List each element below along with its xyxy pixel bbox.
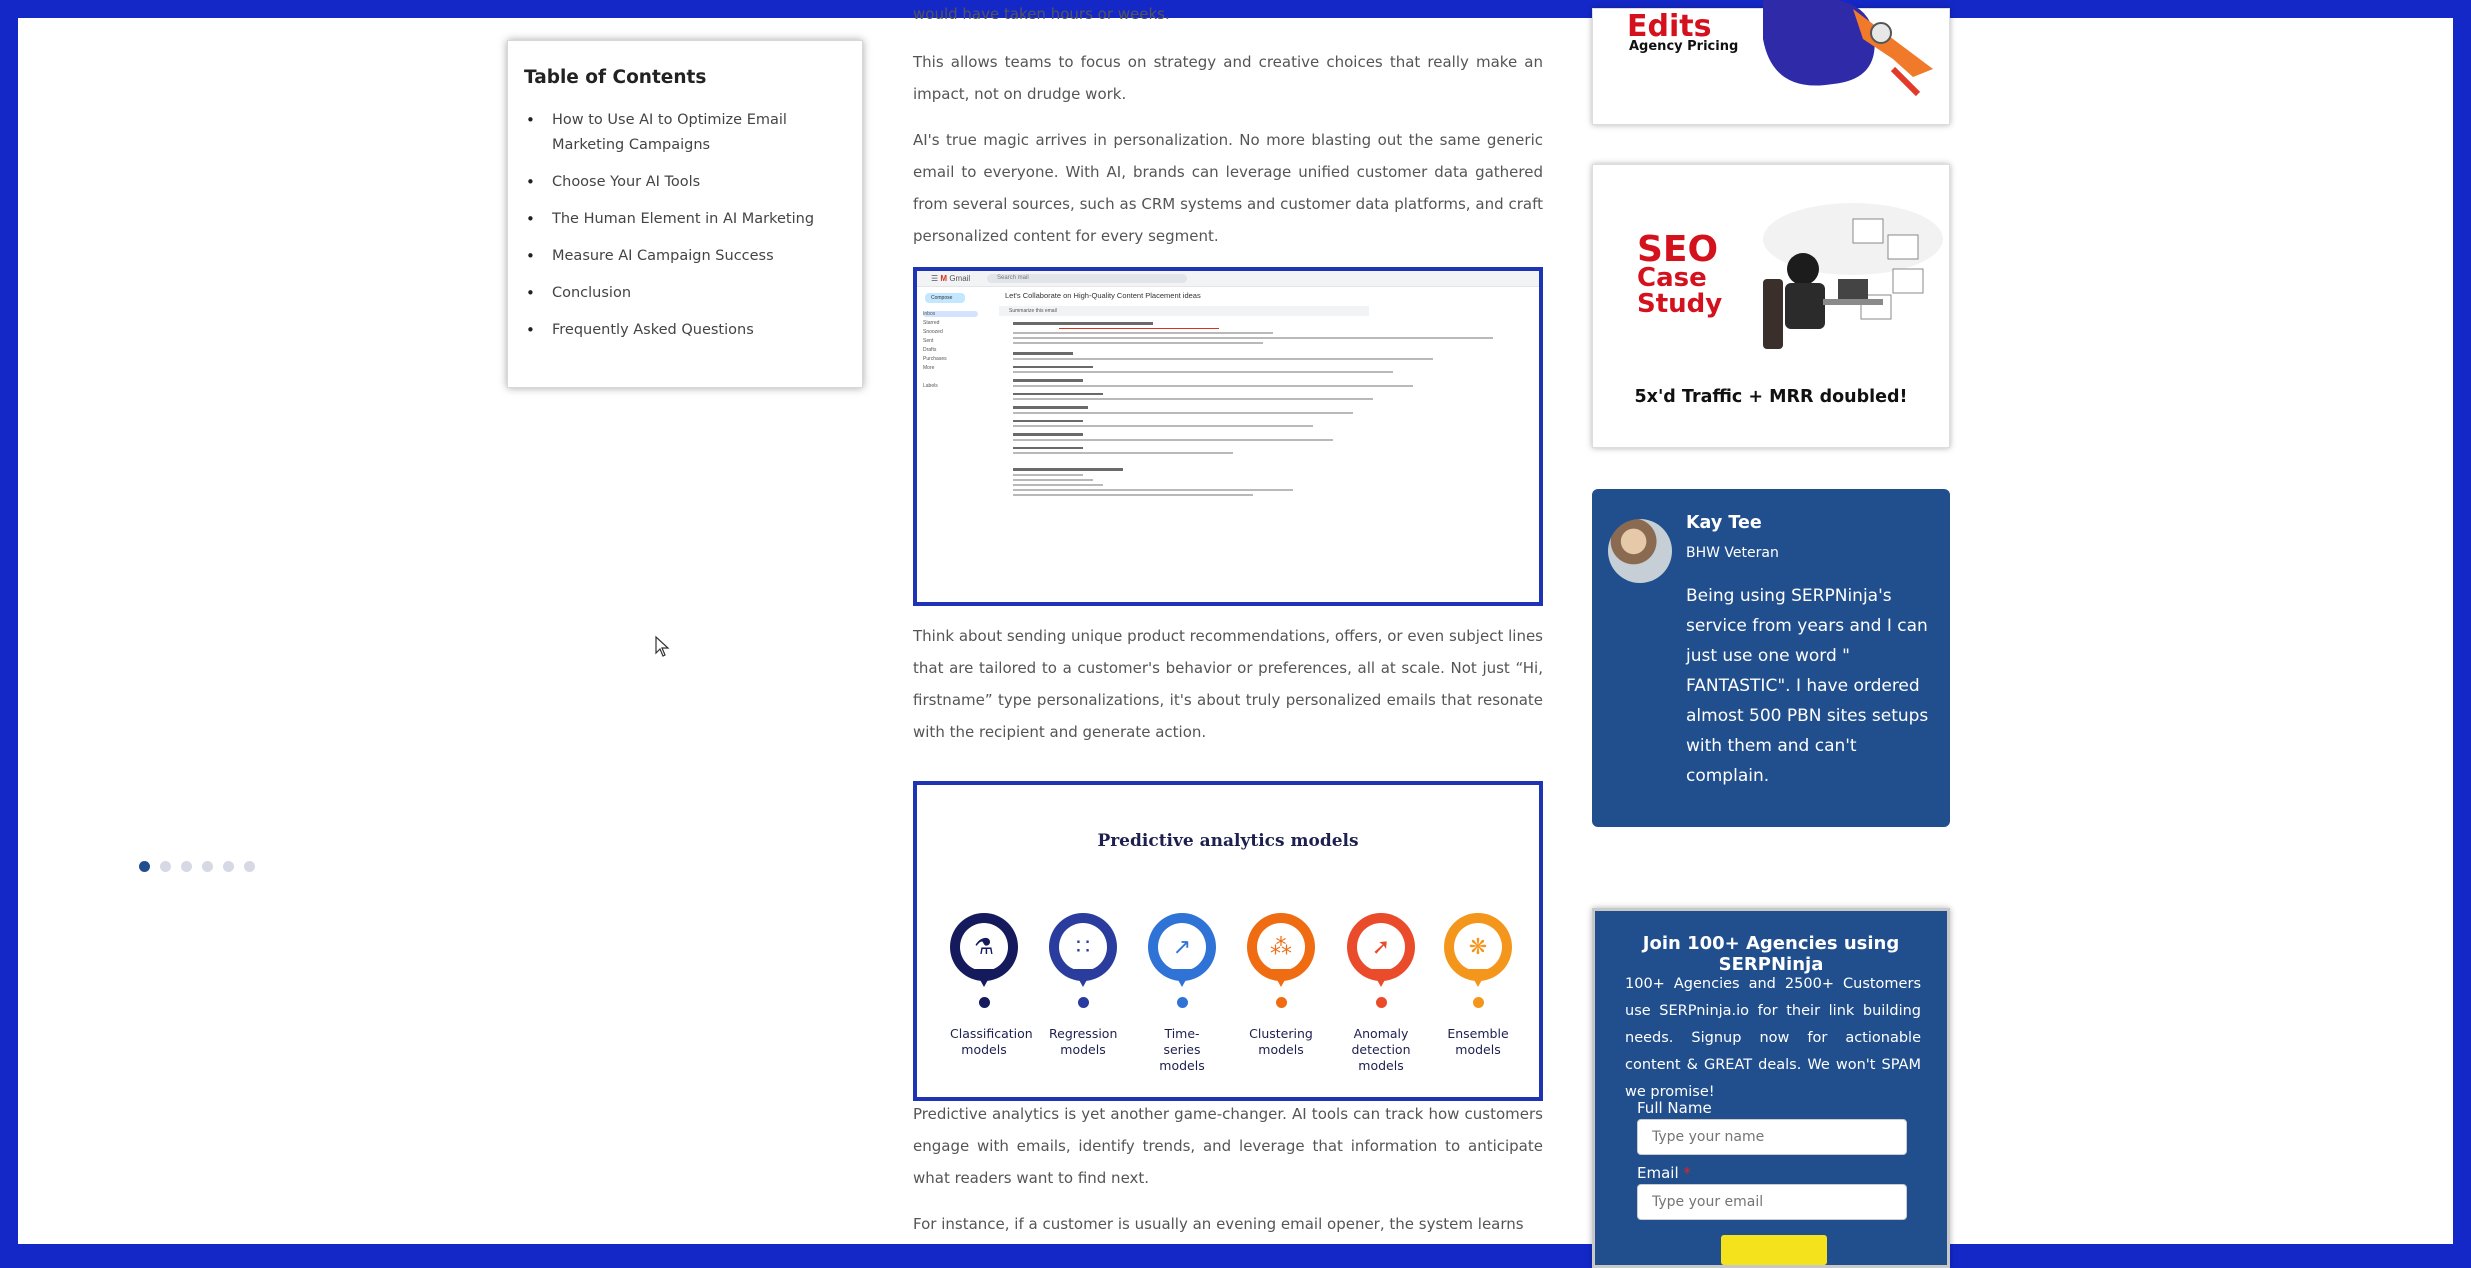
gmail-nav-item: Snoozed (923, 329, 943, 335)
carousel-dot[interactable] (244, 861, 255, 872)
table-of-contents (507, 40, 863, 388)
avatar (1608, 519, 1672, 583)
signup-form-widget (1592, 908, 1950, 1268)
carousel-dot[interactable] (160, 861, 171, 872)
model-pin (1347, 913, 1415, 981)
gmail-text-line (1013, 322, 1153, 325)
trend-chart-icon: ↗ (1158, 923, 1206, 971)
model-pin (1444, 913, 1512, 981)
gmail-text-line (1013, 366, 1093, 369)
email-label: Email * (1637, 1164, 1691, 1182)
model-label: Clustering models (1249, 1026, 1313, 1057)
gmail-text-line (1013, 433, 1083, 436)
infographic-title: Predictive analytics models (1097, 831, 1359, 851)
gmail-text-line (1013, 479, 1093, 481)
signup-description: 100+ Agencies and 2500+ Customers use SERPninja.io for their link building needs. Signup now for actionable content & GREAT deals. We won't SPAM we promise! (1625, 976, 1921, 1100)
full-name-input[interactable] (1637, 1119, 1907, 1155)
agency-pricing-ad-banner[interactable] (1592, 8, 1950, 125)
toc-link-conclusion[interactable]: • Conclusion (524, 281, 846, 306)
carousel-dot[interactable] (202, 861, 213, 872)
gmail-subject: Let's Collaborate on High-Quality Content Placement ideas (1005, 291, 1201, 300)
carousel-dot[interactable] (223, 861, 234, 872)
ad-caption: 5x'd Traffic + MRR doubled! (1634, 387, 1908, 407)
article-paragraph: For instance, if a customer is usually an evening email opener, the system learns (913, 1215, 1524, 1233)
gmail-text-line (1013, 358, 1433, 360)
scatter-plot-icon: ∷ (1059, 923, 1107, 971)
toc-link-optimize-email[interactable]: • How to Use AI to Optimize Email Marketing Campaigns (524, 108, 846, 158)
mouse-cursor-icon (655, 636, 671, 658)
gmail-logo: ☰ M Gmail (931, 274, 971, 283)
model-label: Ensemble models (1447, 1026, 1509, 1057)
model-label: Classification models (950, 1026, 1033, 1057)
rocket-illustration-icon (1743, 0, 1943, 109)
model-clustering (1247, 913, 1315, 1058)
model-dot (1376, 997, 1387, 1008)
brain-network-icon: ❋ (1454, 923, 1502, 971)
gmail-text-line (1013, 371, 1393, 373)
model-label: Regression models (1049, 1026, 1118, 1057)
model-dot (1078, 997, 1089, 1008)
model-pin (1049, 913, 1117, 981)
gmail-text-line (1013, 489, 1293, 491)
gmail-text-line (1013, 393, 1103, 396)
article-paragraph: would have taken hours or weeks. (913, 5, 1170, 23)
gmail-text-line (1013, 337, 1493, 339)
gmail-nav-item: More (923, 365, 935, 371)
toc-link-choose-tools[interactable]: • Choose Your AI Tools (524, 170, 846, 195)
gmail-text-line (1013, 412, 1353, 414)
article-paragraph: AI's true magic arrives in personalization. No more blasting out the same generic email to everyone. With AI, brands can leverage unified customer data gathered from several sources, such as CRM systems and customer data platforms, and craft personalized content for every segment. (913, 131, 1543, 245)
predictive-analytics-infographic (913, 781, 1543, 1101)
ninja-at-desk-illustration-icon (1743, 199, 1943, 359)
gmail-text-line (1013, 342, 1263, 344)
anomaly-chart-icon: ➚ (1357, 923, 1405, 971)
gmail-text-line (1013, 379, 1083, 382)
model-anomaly-detection (1340, 913, 1422, 1074)
gmail-text-line (1013, 447, 1083, 450)
gmail-screenshot-image (913, 267, 1543, 606)
gmail-text-line (1013, 439, 1333, 441)
gmail-summarize-chip: Summarize this email (999, 306, 1369, 316)
model-label: Time-series models (1159, 1026, 1205, 1073)
full-name-label: Full Name (1637, 1099, 1712, 1117)
gmail-text-line (1013, 494, 1253, 496)
article-paragraph: Think about sending unique product recommendations, offers, or even subject lines that are tailored to a customer's behavior or preferences, all at scale. Not just “Hi, firstname” type personalizations, it's about truly personalized emails that resonate with the recipient and generate action. (913, 627, 1543, 741)
gmail-compose-button: Compose (925, 293, 965, 303)
gmail-message-body (999, 291, 1529, 499)
carousel-dot[interactable] (181, 861, 192, 872)
model-dot (1177, 997, 1188, 1008)
gmail-nav-item: Drafts (923, 347, 937, 353)
toc-title: Table of Contents (524, 67, 707, 88)
model-label: Anomaly detection models (1351, 1026, 1411, 1073)
gmail-text-line (1013, 332, 1273, 334)
gmail-text-line (1013, 468, 1123, 471)
toc-list (524, 108, 846, 343)
model-time-series (1148, 913, 1216, 1074)
gmail-text-line (1013, 474, 1083, 476)
gmail-topbar (917, 271, 1539, 287)
model-classification (950, 913, 1033, 1058)
gmail-text-line (1013, 484, 1103, 486)
page-viewport (18, 5, 2453, 1244)
carousel-pagination (18, 861, 376, 872)
gmail-nav-item: Inbox (923, 311, 978, 317)
testimonial-quote: Being using SERPNinja's service from years and I can just use one word " FANTASTIC". I have ordered almost 500 PBN sites setups with them and can't complain. (1686, 586, 1929, 786)
model-pin (950, 913, 1018, 981)
model-ensemble (1444, 913, 1512, 1058)
article-paragraph: Predictive analytics is yet another game-changer. AI tools can track how customers engage with emails, identify trends, and leverage that information to anticipate what readers want to find next. (913, 1105, 1543, 1187)
gmail-text-line (1013, 385, 1413, 387)
testimonial-card (1592, 489, 1950, 827)
gmail-text-line (1059, 328, 1219, 330)
model-regression (1049, 913, 1117, 1058)
carousel-dot[interactable] (139, 861, 150, 872)
gmail-nav-item: Sent (923, 338, 934, 344)
toc-link-human-element[interactable]: • The Human Element in AI Marketing (524, 207, 846, 232)
gmail-text-line (1013, 425, 1313, 427)
hierarchy-icon: ⚗ (960, 923, 1008, 971)
model-dot (1473, 997, 1484, 1008)
toc-link-faq[interactable]: • Frequently Asked Questions (524, 318, 846, 343)
required-asterisk: * (1683, 1164, 1691, 1182)
model-dot (1276, 997, 1287, 1008)
gmail-search-bar: Search mail (987, 274, 1187, 283)
gmail-text-line (1013, 398, 1373, 400)
testimonial-author-name: Kay Tee (1686, 513, 1762, 533)
email-input[interactable] (1637, 1184, 1907, 1220)
gmail-nav-item: Starred (923, 320, 940, 326)
model-pin (1148, 913, 1216, 981)
seo-case-study-ad-banner[interactable] (1592, 164, 1950, 448)
signup-title: Join 100+ Agencies using SERPNinja (1642, 933, 1900, 975)
model-dot (979, 997, 990, 1008)
gmail-sidebar (917, 287, 983, 602)
cluster-icon: ⁂ (1257, 923, 1305, 971)
seo-case-study-title: SEO Case Study (1637, 229, 1723, 319)
gmail-text-line (1013, 420, 1083, 423)
model-pin (1247, 913, 1315, 981)
submit-button[interactable] (1721, 1235, 1827, 1265)
gmail-nav-item: Purchases (923, 356, 947, 362)
ad-subtitle: Agency Pricing (1629, 39, 1739, 54)
gmail-nav-item: Labels (923, 383, 938, 389)
gmail-text-line (1013, 406, 1088, 409)
article-paragraph: This allows teams to focus on strategy and creative choices that really make an impact, not on drudge work. (913, 53, 1543, 103)
gmail-text-line (1013, 452, 1233, 454)
toc-link-measure-success[interactable]: • Measure AI Campaign Success (524, 244, 846, 269)
gmail-text-line (1013, 352, 1073, 355)
testimonial-author-role: BHW Veteran (1686, 545, 1779, 561)
ad-title: Edits (1627, 9, 1712, 44)
